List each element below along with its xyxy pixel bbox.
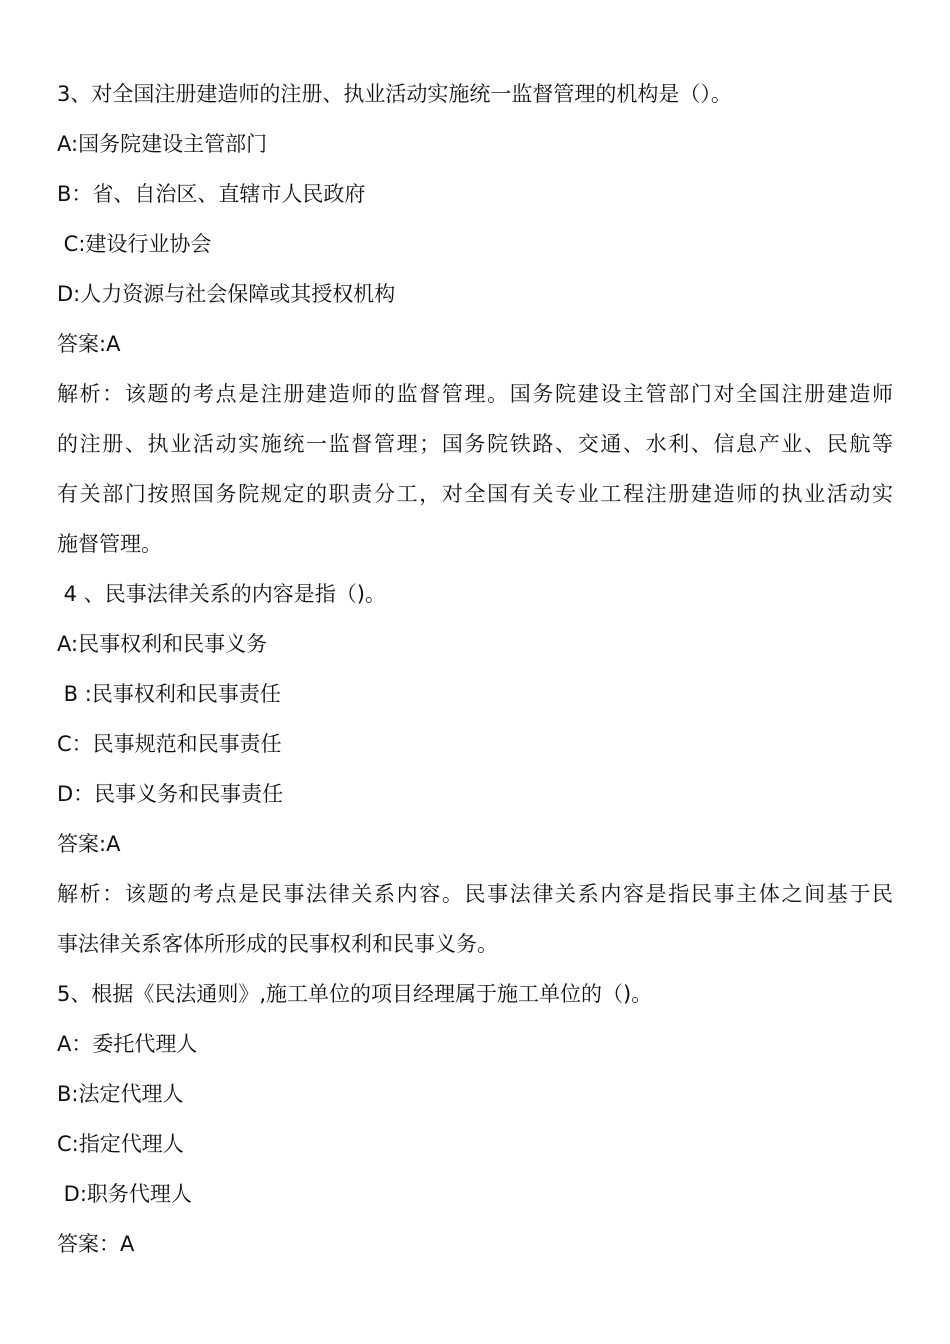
question-4-text: 4 、民事法律关系的内容是指（)。 [57,582,386,606]
question-4-option-a: A:民事权利和民事义务 [57,632,268,656]
question-5-option-a: A：委托代理人 [57,1032,198,1056]
question-5-option-d: D:职务代理人 [57,1182,192,1206]
question-3-text: 3、对全国注册建造师的注册、执业活动实施统一监督管理的机构是（）。 [57,82,732,106]
question-3-analysis [57,369,893,569]
question-4-analysis-line: 解析：该题的考点是民事法律关系内容。民事法律关系内容是指民事主体之间基于民 [57,882,893,906]
exam-document [57,69,893,1269]
question-3-option-d: D:人力资源与社会保障或其授权机构 [57,282,396,306]
question-4-answer: 答案:A [57,832,121,856]
question-3-analysis-line: 的注册、执业活动实施统一监督管理；国务院铁路、交通、水利、信息产业、民航等 [57,432,893,456]
question-4-analysis-line: 事法律关系客体所形成的民事权利和民事义务。 [57,932,498,956]
question-4-analysis [57,869,893,969]
question-3-analysis-line: 施督管理。 [57,532,162,556]
question-3-option-c: C:建设行业协会 [57,232,212,256]
question-5-answer: 答案：A [57,1232,135,1256]
question-5-option-b: B:法定代理人 [57,1082,184,1106]
question-4-option-c: C：民事规范和民事责任 [57,732,282,756]
question-4-option-b: B :民事权利和民事责任 [57,682,281,706]
question-3-option-a: A:国务院建设主管部门 [57,132,268,156]
question-5-option-c: C:指定代理人 [57,1132,184,1156]
question-3-analysis-line: 有关部门按照国务院规定的职责分工，对全国有关专业工程注册建造师的执业活动实 [57,482,893,506]
question-5-text: 5、根据《民法通则》,施工单位的项目经理属于施工单位的（)。 [57,982,653,1006]
question-3-answer: 答案:A [57,332,121,356]
question-3-analysis-line: 解析：该题的考点是注册建造师的监督管理。国务院建设主管部门对全国注册建造师 [57,382,893,406]
question-3-option-b: B：省、自治区、直辖市人民政府 [57,182,366,206]
question-4-option-d: D：民事义务和民事责任 [57,782,284,806]
